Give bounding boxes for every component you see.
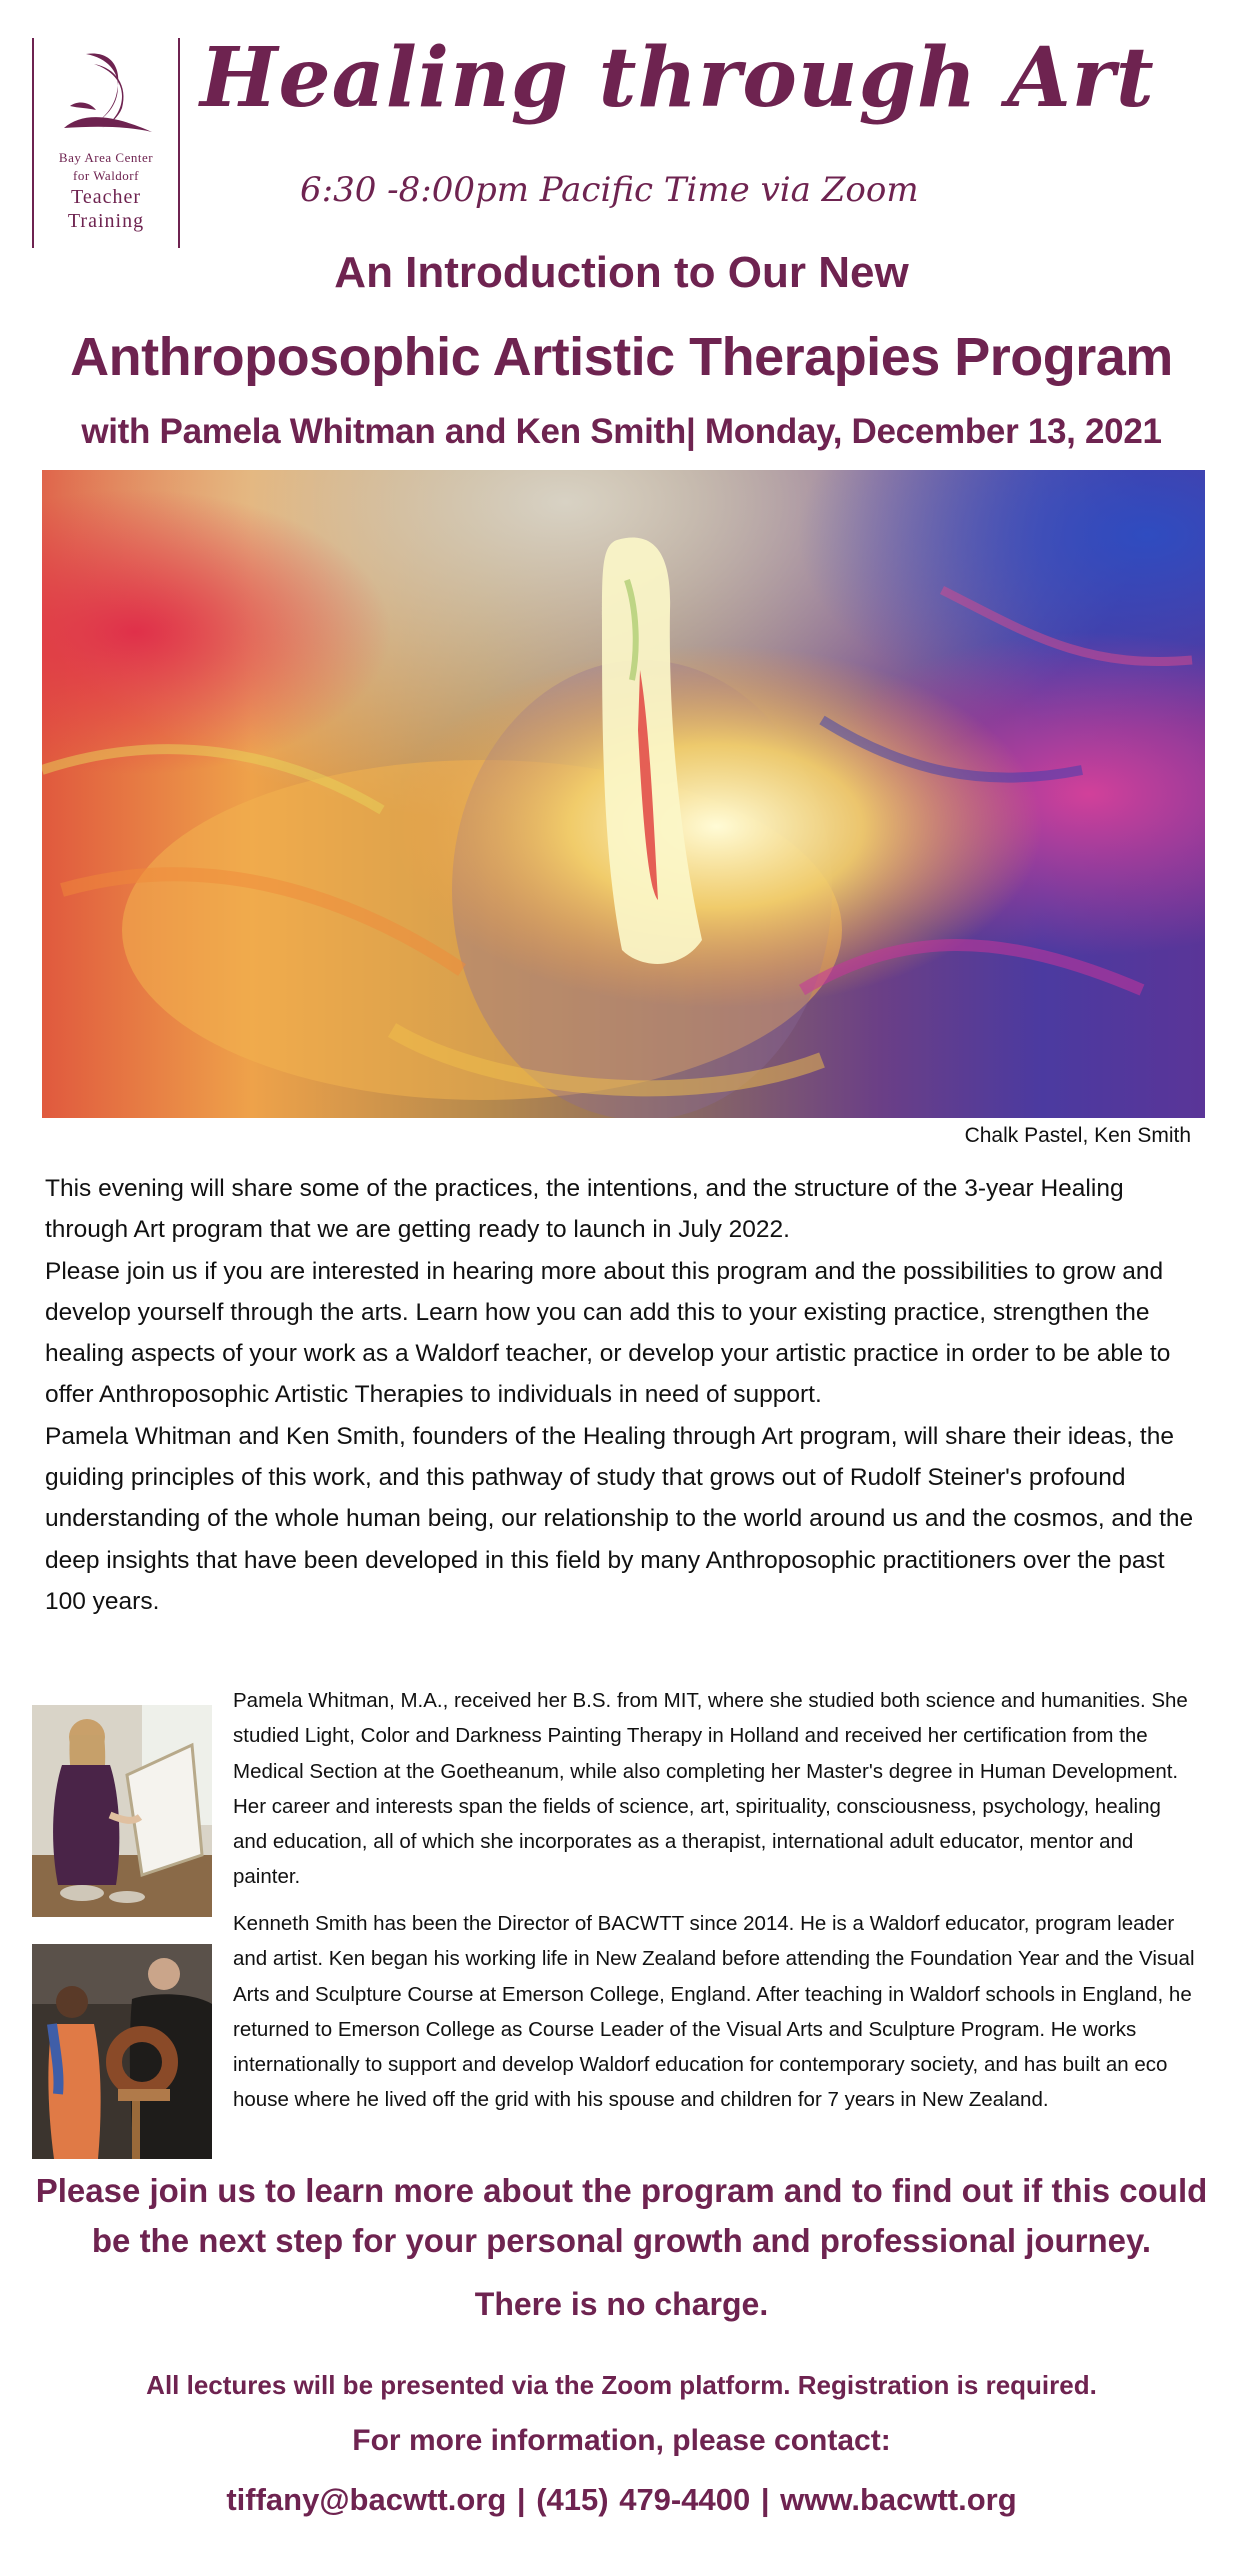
call-to-action — [0, 2166, 1243, 2266]
intro-text — [45, 1168, 1205, 1622]
contact-line — [0, 2482, 1243, 2518]
no-charge-note: There is no charge. — [474, 2286, 769, 2322]
intro-paragraph-1: This evening will share some of the practices, the intentions, and the structure of the 3-year Healing through Art program that we are getting ready to launch in July 2022. — [45, 1175, 1124, 1244]
contact-website-link[interactable]: www.bacwtt.org — [780, 2482, 1017, 2517]
zoom-registration-note: All lectures will be presented via the Zoom platform. Registration is required. — [146, 2370, 1097, 2400]
bacwtt-logo — [32, 38, 180, 248]
page-title: Healing through Art — [200, 30, 1155, 126]
logo-line-3: Teacher — [71, 186, 141, 208]
cta-line-2: be the next step for your personal growth and professional journey. — [91, 2222, 1152, 2259]
intro-paragraph-2: Please join us if you are interested in hearing more about this program and the possibilities to grow and develop yourself through the arts. Learn how you can add this to your existing practice, strengthen the healing aspects of your work as a Waldorf teacher, or develop your artistic practice in order to be able to offer Anthroposophic Artistic Therapies to individuals in need of support. — [45, 1257, 1171, 1409]
contact-separator-2: | — [760, 2482, 770, 2517]
presenters-date-heading: with Pamela Whitman and Ken Smith| Monday, December 13, 2021 — [81, 412, 1162, 451]
event-time: 6:30 -8:00pm Pacific Time via Zoom — [300, 170, 919, 210]
cta-line-1: Please join us to learn more about the program and to find out if this could — [35, 2172, 1208, 2209]
program-heading: Anthroposophic Artistic Therapies Program — [70, 327, 1173, 387]
bird-wing-icon — [56, 46, 160, 146]
intro-heading: An Introduction to Our New — [334, 248, 909, 297]
contact-email-link[interactable]: tiffany@bacwtt.org — [226, 2482, 507, 2517]
contact-phone[interactable]: (415) 479-4400 — [536, 2482, 751, 2517]
contact-heading: For more information, please contact: — [352, 2424, 891, 2457]
pamela-whitman-bio: Pamela Whitman, M.A., received her B.S. from MIT, where she studied both science and humanities. She studied Light, Color and Darkness Painting Therapy in Holland and received her certification from the Medical Section at the Goetheanum, while also completing her Master's degree in Human Development. Her career and interests span the fields of science, art, spirituality, consciousness, psychology, healing and education, all of which she incorporates as a therapist, international adult educator, mentor and painter. — [233, 1689, 1188, 1889]
ken-smith-photo — [32, 1944, 212, 2159]
logo-line-1: Bay Area Center — [58, 150, 154, 165]
intro-paragraph-3: Pamela Whitman and Ken Smith, founders of the Healing through Art program, will share their ideas, the guiding principles of this work, and this pathway of study that grows out of Rudolf Steiner's profound understanding of the whole human being, our relationship to the world around us and the cosmos, and the deep insights that have been developed in this field by many Anthroposophic practitioners over the past 100 years. — [45, 1422, 1194, 1615]
pamela-whitman-photo — [32, 1705, 212, 1917]
logo-line-2: for Waldorf — [73, 168, 139, 183]
artwork-caption: Chalk Pastel, Ken Smith — [964, 1124, 1191, 1147]
logo-line-4: Training — [67, 210, 145, 232]
chalk-pastel-artwork — [42, 470, 1205, 1118]
ken-smith-bio: Kenneth Smith has been the Director of BACWTT since 2014. He is a Waldorf educator, program leader and artist. Ken began his working life in New Zealand before attending the Foundation Year and the Visual Arts and Sculpture Course at Emerson College, England. After teaching in Waldorf schools in England, he returned to Emerson College as Course Leader of the Visual Arts and Sculpture Program. He works internationally to support and develop Waldorf education for contemporary society, and has built an eco house where he lived off the grid with his spouse and children for 7 years in New Zealand. — [233, 1912, 1195, 2112]
contact-separator-1: | — [516, 2482, 526, 2517]
